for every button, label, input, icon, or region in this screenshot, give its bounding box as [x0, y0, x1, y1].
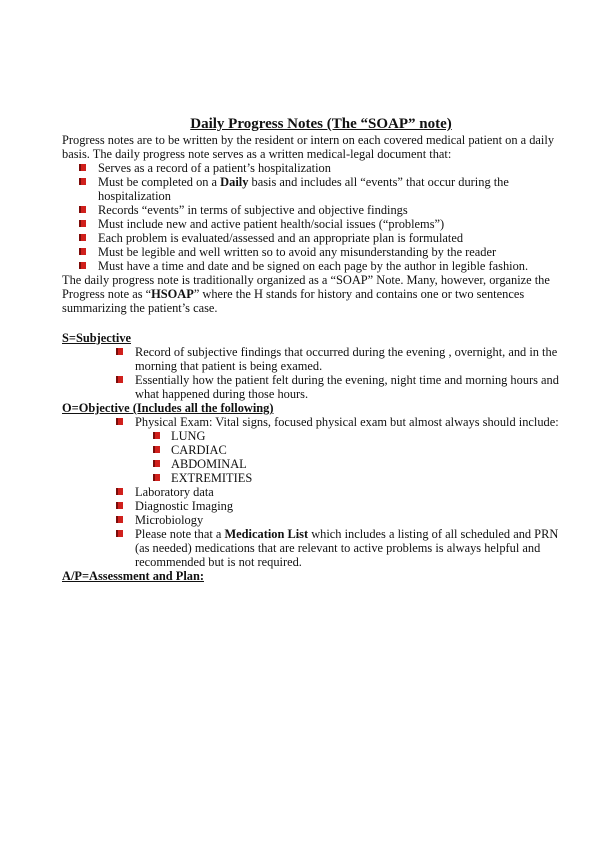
bullet-icon	[79, 248, 86, 255]
objective-heading: O=Objective (Includes all the following)	[62, 401, 274, 415]
bullet-icon	[116, 376, 123, 383]
list-item: CARDIAC	[62, 443, 560, 457]
list-item: Must be completed on a Daily basis and includes all “events” that occur during the hospitalization	[62, 175, 560, 203]
bullet-icon	[79, 178, 86, 185]
list-item: Physical Exam: Vital signs, focused physical exam but almost always should include:	[62, 415, 560, 429]
bullet-icon	[153, 474, 160, 481]
list-item: Must be legible and well written so to avoid any misunderstanding by the reader	[62, 245, 560, 259]
bullet-icon	[153, 432, 160, 439]
list-item: EXTREMITIES	[62, 471, 560, 485]
intro-bullet-list	[62, 161, 560, 273]
list-item: Please note that a Medication List which includes a listing of all scheduled and PRN (as needed) medications that are relevant to active problems is always helpful and recommended but is not required.	[62, 527, 560, 569]
list-item: ABDOMINAL	[62, 457, 560, 471]
list-item: Essentially how the patient felt during the evening, night time and morning hours and what happened during those hours.	[62, 373, 560, 401]
objective-bullet-list	[62, 415, 560, 429]
bullet-icon	[79, 164, 86, 171]
bullet-icon	[116, 488, 123, 495]
list-item: Must have a time and date and be signed on each page by the author in legible fashion.	[62, 259, 560, 273]
page-title: Daily Progress Notes (The “SOAP” note)	[190, 116, 452, 132]
objective-other-list	[62, 485, 560, 569]
assessment-heading: A/P=Assessment and Plan:	[62, 569, 204, 583]
bullet-icon	[153, 446, 160, 453]
bullet-icon	[79, 220, 86, 227]
bullet-icon	[153, 460, 160, 467]
list-item: Microbiology	[62, 513, 560, 527]
bullet-icon	[116, 516, 123, 523]
bullet-icon	[116, 348, 123, 355]
bullet-icon	[116, 502, 123, 509]
bullet-icon	[79, 262, 86, 269]
list-item: Must include new and active patient health/social issues (“problems”)	[62, 217, 560, 231]
intro-paragraph: Progress notes are to be written by the resident or intern on each covered medical patient on a daily basis. The daily progress note serves as a written medical-legal document that:	[62, 133, 555, 161]
organization-paragraph: The daily progress note is traditionally organized as a “SOAP” Note. Many, however, organize the Progress note as “HSOAP” where the H stands for history and contains one or two sentences summarizing the patient’s case.	[62, 273, 550, 315]
bullet-icon	[116, 418, 123, 425]
subjective-heading: S=Subjective	[62, 331, 132, 345]
list-item: Record of subjective findings that occurred during the evening , overnight, and in the morning that patient is being examed.	[62, 345, 560, 373]
list-item: Serves as a record of a patient’s hospitalization	[62, 161, 560, 175]
bullet-icon	[79, 234, 86, 241]
bullet-icon	[79, 206, 86, 213]
list-item: Each problem is evaluated/assessed and an appropriate plan is formulated	[62, 231, 560, 245]
subjective-bullet-list	[62, 345, 560, 401]
list-item: LUNG	[62, 429, 560, 443]
list-item: Diagnostic Imaging	[62, 499, 560, 513]
list-item: Laboratory data	[62, 485, 560, 499]
bullet-icon	[116, 530, 123, 537]
document-page	[0, 115, 600, 845]
exam-systems-list	[62, 429, 560, 485]
list-item: Records “events” in terms of subjective and objective findings	[62, 203, 560, 217]
